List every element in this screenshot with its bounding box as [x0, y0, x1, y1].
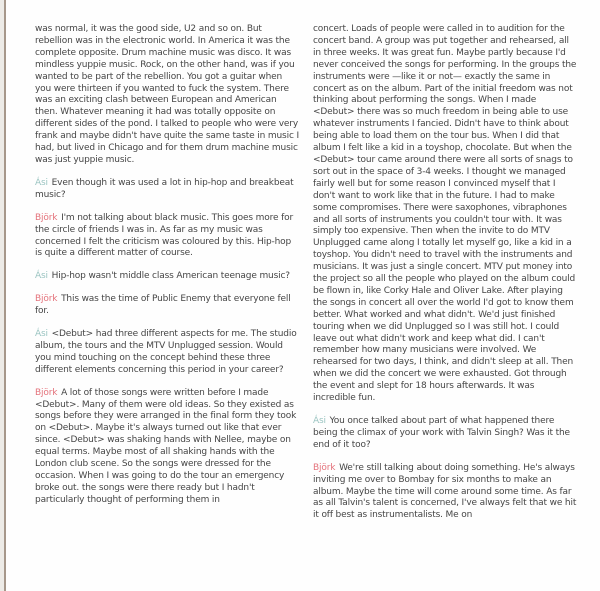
speaker-label-asi: Ási — [313, 416, 326, 426]
paragraph-text: was normal, it was the good side, U2 and so on. But rebellion was in the electronic world. In America it was the complete opposite. Drum machine music was disco. It was mindless yuppie music. Rock, on the other hand, was if you wanted to be part of the rebellion. You got a guitar when you were thirteen if you wanted to fuck the system. There was an exciting clash between European and American then. Whatever meaning it had was totally opposite on different sides of the pond. I talked to people who were very frank and maybe didn't have quite the same taste in music I had, but lived in Chicago and for them drum machine music was just yuppie music. — [35, 24, 299, 165]
paragraph-text: Even though it was used a lot in hip-hop and breakbeat music? — [35, 177, 294, 200]
paragraph — [313, 463, 577, 523]
speaker-label-bjork: Björk — [35, 212, 58, 223]
paragraph-text: We're still talking about doing something. He's always inviting me over to Bombay for six months to make an album. Maybe the time will come around some time. As far as all Talvin's talent is concerned, I've always felt that we hit it off best as instrumentalists. Me on — [313, 462, 577, 521]
paragraph — [35, 178, 299, 202]
paragraph — [313, 416, 577, 452]
paragraph — [35, 294, 299, 318]
paragraph — [35, 329, 299, 377]
paragraph-text: This was the time of Public Enemy that everyone fell for. — [35, 294, 291, 317]
speaker-label-asi: Ási — [35, 329, 48, 340]
speaker-label-asi: Ási — [35, 177, 48, 188]
paragraph — [35, 271, 299, 283]
paragraph-text: A lot of those songs were written before I made <Debut>. Many of them were old ideas. So they existed as songs before they were arranged in the final form they took on <Debut>. Maybe it's always turned out like that ever since. <Debut> was shaking hands with Nellee, maybe on equal terms. Maybe most of all shaking hands with the London club scene. So the songs were dressed for the occasion. When I was going to do the tour an emergency broke out. the songs were there ready but I hadn't particularly thought of performing them in — [35, 387, 297, 505]
paragraph-text: I'm not talking about black music. This goes more for the circle of friends I was in. As far as my music was concerned I felt the criticism was coloured by this. Hip-hop is quite a different matter of course. — [35, 212, 294, 259]
paragraph-text: Hip-hop wasn't middle class American teenage music? — [51, 271, 290, 282]
paragraph — [35, 24, 299, 167]
paragraph — [35, 388, 299, 507]
paragraph — [313, 24, 577, 405]
page-scan-edge-line — [4, 0, 6, 591]
paragraph-text: You once talked about part of what happened there being the climax of your work with Talvin Singh? Was it the end of it too? — [313, 416, 570, 450]
speaker-label-bjork: Björk — [313, 462, 336, 473]
paragraph — [35, 213, 299, 261]
right-column — [313, 24, 577, 533]
paragraph-text: concert. Loads of people were called in to audition for the concert band. A group was put together and rehearsed, all in three weeks. It was great fun. Maybe partly because I'd never conceived the songs for performing. In the groups the instruments were —like it or not— exactly the same in concert as on the album. Part of the initial freedom was not thinking about performing the songs. When I made <Debut> there was so much freedom in being able to use whatever instruments I fancied. Didn't have to think about being able to load them on the tour bus. When I did that album I felt like a kid in a toyshop, chocolate. But when the <Debut> tour came around there were all sorts of snags to sort out in the space of 3-4 weeks. I thought we managed fairly well but for some reason I convinced myself that I don't want to work like that in the future. I had to make some compromises. There were saxophones, vibraphones and all sorts of instruments you couldn't tour with. It was simply too expensive. Then when the invite to do MTV Unplugged came along I totally let myself go, like a kid in a toyshop. You didn't need to travel with the instruments and musicians. It was just a single concert. MTV put money into the project so all the people who played on the album could be flown in, like Corky Hale and Oliver Lake. After playing the songs in concert all over the world I'd got to know them better. What worked and what didn't. We'd just finished touring when we did Unplugged so I was still hot. I could leave out what didn't work and keep what did. I can't remember how many musicians were involved. We rehearsed for two days, I think, and didn't sleep at all. Then when we did the concert we were exhausted. Got through the event and slept for 18 hours afterwards. It was incredible fun. — [313, 24, 577, 404]
paragraph-text: <Debut> had three different aspects for me. The studio album, the tours and the MTV Unplugged session. Would you mind touching on the concept behind these three different elements concerning this period in your career? — [35, 329, 297, 375]
speaker-label-bjork: Björk — [35, 294, 58, 305]
speaker-label-asi: Ási — [35, 271, 48, 282]
speaker-label-bjork: Björk — [35, 387, 58, 398]
left-column — [35, 24, 299, 533]
text-columns — [35, 24, 577, 533]
